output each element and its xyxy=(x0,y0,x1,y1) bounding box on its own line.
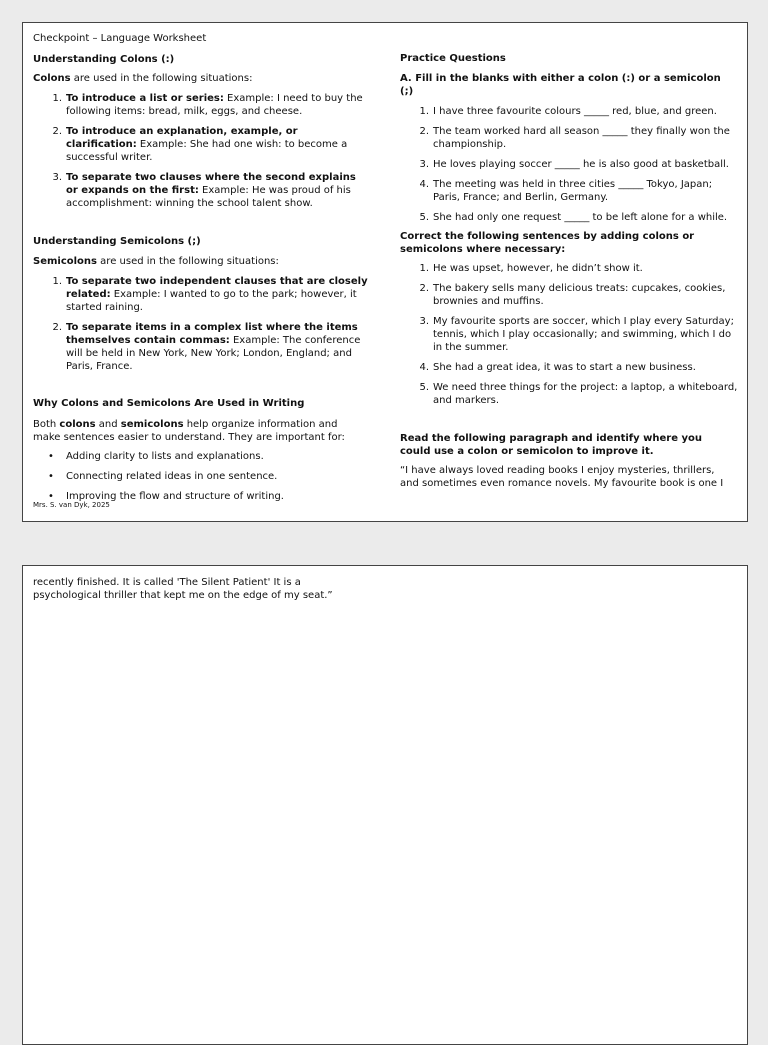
colons-heading: Understanding Colons (:) xyxy=(33,54,175,65)
bullet-icon: • xyxy=(48,491,54,502)
list-item: 5. We need three things for the project: a laptop, a whiteboard, and markers. xyxy=(419,382,738,406)
list-item: 1. To separate two independent clauses that are closely related: Example: I wanted to go to the park; however, it started raining. xyxy=(52,276,368,313)
list-item: 2. The team worked hard all season _____ they finally won the championship. xyxy=(419,126,730,150)
colons-list xyxy=(52,92,371,210)
semicolons-heading: Understanding Semicolons (;) xyxy=(33,236,201,247)
footer-credit: Mrs. S. van Dyk, 2025 xyxy=(33,501,110,509)
fill-blanks-list xyxy=(419,105,738,224)
colons-intro-bold: Colons xyxy=(33,73,71,84)
practice-heading: Practice Questions xyxy=(400,53,506,64)
list-item: • Improving the flow and structure of writing. xyxy=(48,491,284,502)
bullet-icon: • xyxy=(48,451,54,462)
bullet-icon: • xyxy=(48,471,54,482)
colons-intro xyxy=(33,72,373,85)
list-item: 3. He loves playing soccer _____ he is also good at basketball. xyxy=(419,159,729,170)
worksheet-page-2 xyxy=(22,565,748,1045)
why-bullets xyxy=(48,450,371,503)
why-heading: Why Colons and Semicolons Are Used in Writing xyxy=(33,398,305,409)
list-item: • Adding clarity to lists and explanations. xyxy=(48,451,264,462)
list-item: 1. I have three favourite colours _____ red, blue, and green. xyxy=(419,106,717,117)
list-item: 4. She had a great idea, it was to start a new business. xyxy=(419,362,696,373)
worksheet-page-1 xyxy=(22,22,748,522)
list-item: 2. The bakery sells many delicious treats: cupcakes, cookies, brownies and muffins. xyxy=(419,283,726,307)
list-item: 2. To separate items in a complex list where the items themselves contain commas: Example: The conference will be held in New York, New York; London, England; and Paris, France. xyxy=(52,322,361,372)
section-a-heading: A. Fill in the blanks with either a colon (:) or a semicolon (;) xyxy=(400,73,721,97)
list-item: 5. She had only one request _____ to be left alone for a while. xyxy=(419,212,728,223)
semicolons-intro: Semicolons are used in the following situations: xyxy=(33,256,279,267)
list-item: 3. My favourite sports are soccer, which I play every Saturday; tennis, which I play occasionally; and swimming, which I do in the summer. xyxy=(419,316,734,353)
list-item: 3. To separate two clauses where the second explains or expands on the first: Example: He was proud of his accomplishment: winning the school talent show. xyxy=(52,172,356,209)
list-item: 4. The meeting was held in three cities _____ Tokyo, Japan; Paris, France; and Berlin, Germany. xyxy=(419,179,713,203)
list-item: 1. He was upset, however, he didn’t show it. xyxy=(419,263,643,274)
page-header: Checkpoint – Language Worksheet xyxy=(33,33,207,44)
semicolons-list xyxy=(52,275,371,373)
list-item: 2. To introduce an explanation, example, or clarification: Example: She had one wish: to become a successful writer. xyxy=(52,126,348,163)
paragraph-start: “I have always loved reading books I enjoy mysteries, thrillers, and sometimes even romance novels. My favourite book is one I xyxy=(400,465,724,489)
correct-heading: Correct the following sentences by adding colons or semicolons where necessary: xyxy=(400,231,695,255)
list-item: 1. To introduce a list or series: Example: I need to buy the following items: bread, milk, eggs, and cheese. xyxy=(52,93,363,117)
why-paragraph: Both colons and semicolons help organize information and make sentences easier to understand. They are important for: xyxy=(33,419,345,443)
read-heading: Read the following paragraph and identify where you could use a colon or semicolon to improve it. xyxy=(400,433,702,457)
correct-list xyxy=(419,262,738,407)
paragraph-end: recently finished. It is called 'The Silent Patient' It is a psychological thriller that kept me on the edge of my seat.” xyxy=(33,577,333,601)
colons-intro-rest: are used in the following situations: xyxy=(70,73,253,84)
list-item: • Connecting related ideas in one sentence. xyxy=(48,471,278,482)
